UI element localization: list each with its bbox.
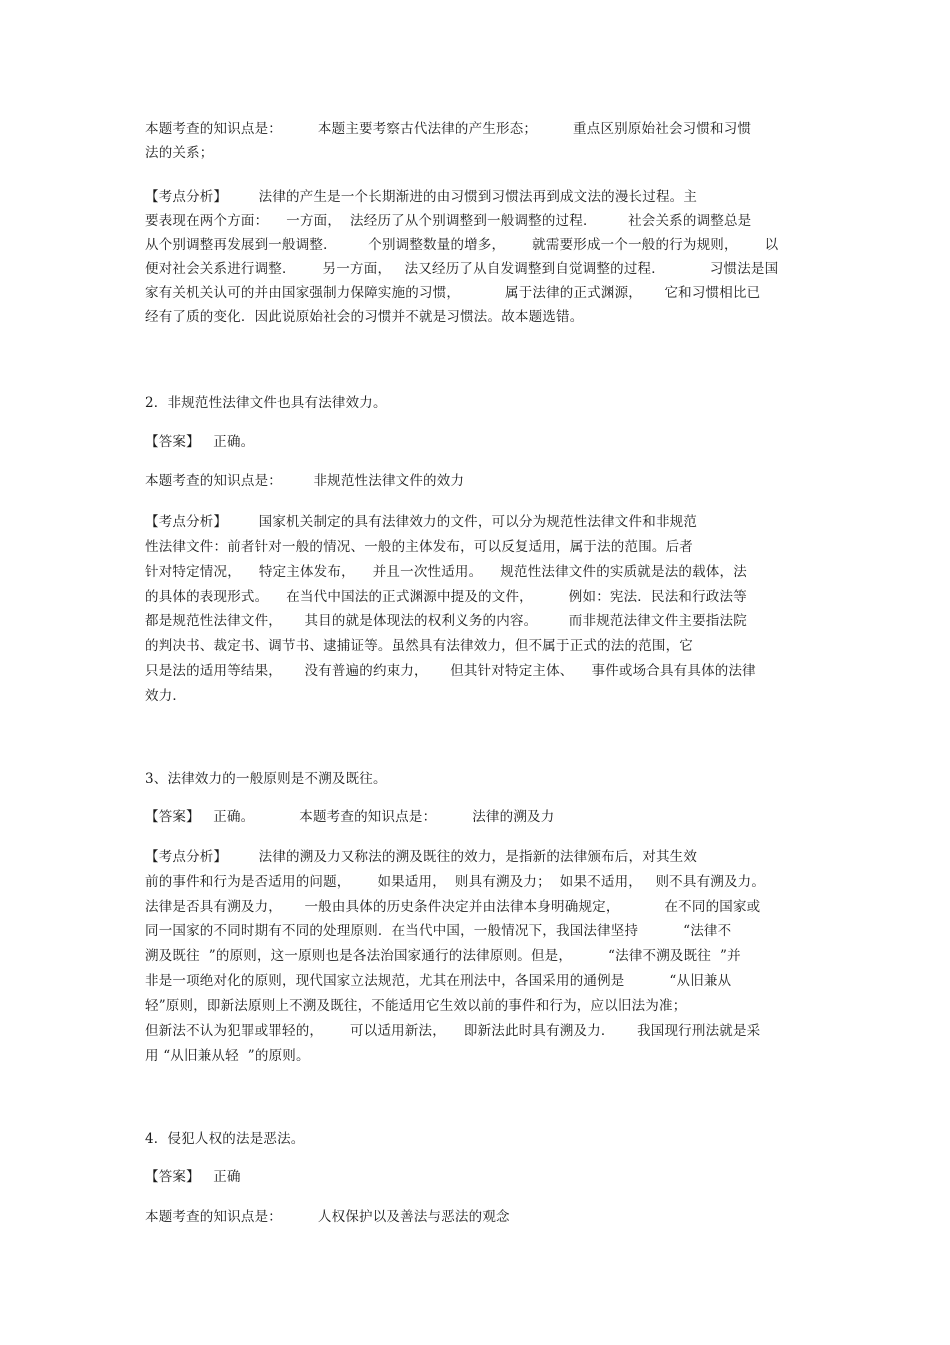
knowledge-point-1-cont: 法的关系； [145,145,214,161]
knowledge-point-2: 本题考查的知识点是： 非规范性法律文件的效力 [145,473,465,489]
answer-3: 【答案】 正确。 本题考查的知识点是： 法律的溯及力 [145,809,555,825]
question-4: 4．侵犯人权的法是恶法。 [145,1131,305,1147]
analysis-2-line-4: 的具体的表现形式。 在当代中国法的正式渊源中提及的文件， 例如：宪法．民法和行政法等 [145,589,747,605]
analysis-1-line-3: 从个别调整再发展到一般调整． 个别调整数量的增多， 就需要形成一个一般的行为规则， 以 [145,237,779,253]
analysis-3-line-7: 轻”原则，即新法原则上不溯及既往，不能适用它生效以前的事件和行为，应以旧法为准； [145,998,687,1014]
analysis-2-line-3: 针对特定情况， 特定主体发布， 并且一次性适用。 规范性法律文件的实质就是法的载体，法 [145,564,747,580]
analysis-3-line-6: 非是一项绝对化的原则，现代国家立法规范，尤其在刑法中，各国采用的通例是 “从旧兼从 [145,973,732,989]
question-3: 3、法律效力的一般原则是不溯及既往。 [145,771,387,787]
analysis-2-line-8: 效力． [145,688,187,704]
analysis-1-line-2: 要表现在两个方面： 一方面， 法经历了从个别调整到一般调整的过程． 社会关系的调整总是 [145,213,752,229]
analysis-2-line-2: 性法律文件：前者针对一般的情况、一般的主体发布，可以反复适用，属于法的范围。后者 [145,539,693,555]
answer-4: 【答案】 正确 [145,1169,241,1185]
analysis-1-line-1: 【考点分析】 法律的产生是一个长期渐进的由习惯到习惯法再到成文法的漫长过程。主 [145,189,698,205]
answer-2: 【答案】 正确。 [145,434,255,450]
analysis-2-line-7: 只是法的适用等结果， 没有普遍的约束力， 但其针对特定主体、 事件或场合具有具体的法律 [145,663,756,679]
analysis-1-line-6: 经有了质的变化．因此说原始社会的习惯并不就是习惯法。故本题选错。 [145,309,584,325]
analysis-3-line-5: 溯及既往 ”的原则，这一原则也是各法治国家通行的法律原则。但是， “法律不溯及既往 ”并 [145,948,741,964]
analysis-3-line-8: 但新法不认为犯罪或罪轻的， 可以适用新法， 即新法此时具有溯及力． 我国现行刑法就是采 [145,1023,761,1039]
analysis-3-line-1: 【考点分析】 法律的溯及力又称法的溯及既往的效力，是指新的法律颁布后，对其生效 [145,849,698,865]
question-2: 2．非规范性法律文件也具有法律效力。 [145,395,387,411]
analysis-2-line-1: 【考点分析】 国家机关制定的具有法律效力的文件，可以分为规范性法律文件和非规范 [145,514,698,530]
knowledge-point-4: 本题考查的知识点是： 人权保护以及善法与恶法的观念 [145,1209,510,1225]
analysis-3-line-9: 用 “从旧兼从轻 ”的原则。 [145,1048,310,1064]
analysis-3-line-4: 同一国家的不同时期有不同的处理原则．在当代中国，一般情况下，我国法律坚持 “法律不 [145,923,732,939]
analysis-3-line-2: 前的事件和行为是否适用的问题， 如果适用， 则具有溯及力； 如果不适用， 则不具有溯及力。 [145,874,766,890]
analysis-3-line-3: 法律是否具有溯及力， 一般由具体的历史条件决定并由法律本身明确规定， 在不同的国家或 [145,899,761,915]
analysis-1-line-4: 便对社会关系进行调整． 另一方面， 法又经历了从自发调整到自觉调整的过程． 习惯法是国 [145,261,779,277]
analysis-2-line-5: 都是规范性法律文件， 其目的就是体现法的权利义务的内容。 而非规范法律文件主要指法院 [145,613,747,629]
analysis-2-line-6: 的判决书、裁定书、调节书、逮捕证等。虽然具有法律效力，但不属于正式的法的范围，它 [145,638,693,654]
analysis-1-line-5: 家有关机关认可的并由国家强制力保障实施的习惯， 属于法律的正式渊源， 它和习惯相比已 [145,285,761,301]
knowledge-point-1: 本题考查的知识点是： 本题主要考察古代法律的产生形态； 重点区别原始社会习惯和习惯 [145,121,752,137]
